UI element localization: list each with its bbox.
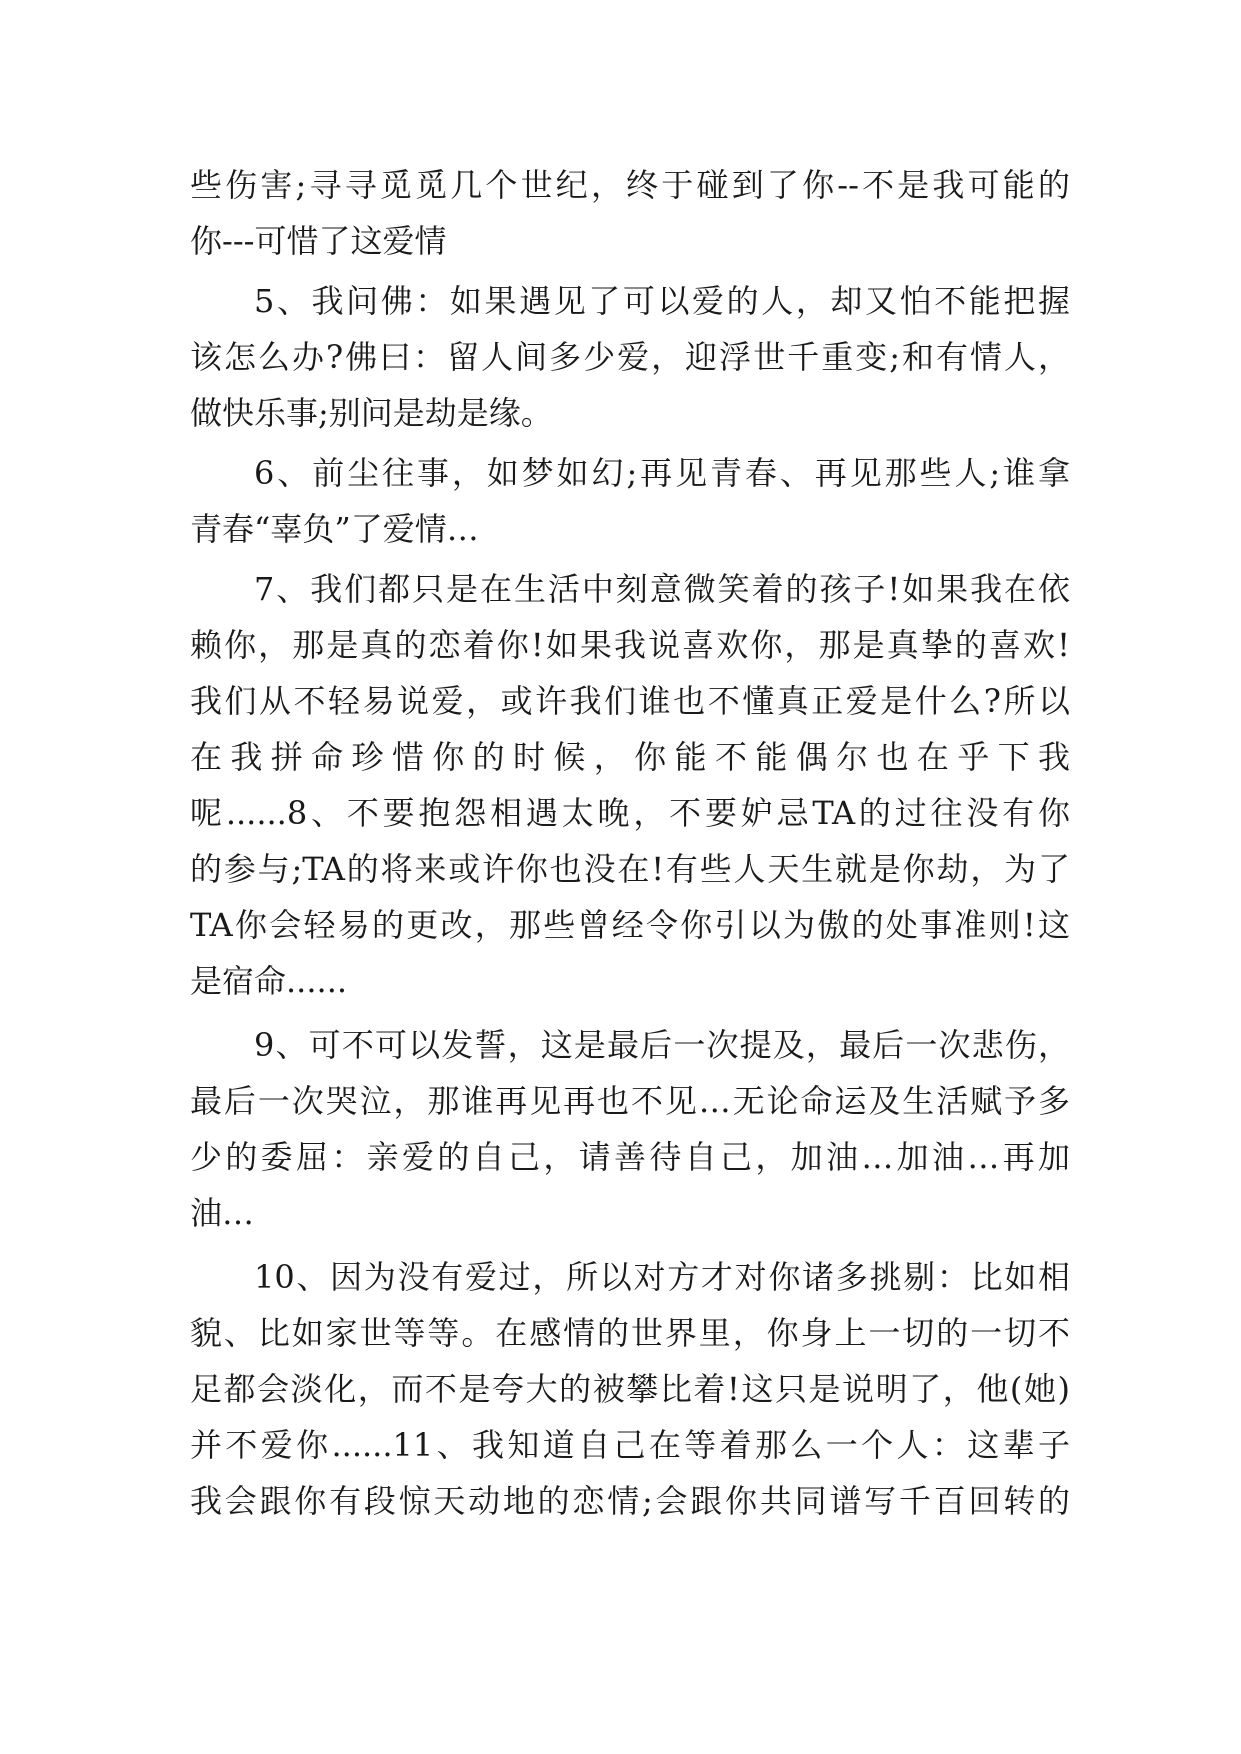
text-line: TA你会轻易的更改，那些曾经令你引以为傲的处事准则!这 (190, 906, 1070, 944)
text-line: 我们从不轻易说爱，或许我们谁也不懂真正爱是什么?所以 (190, 682, 1070, 720)
document-body (190, 157, 1070, 1529)
text-line: 我会跟你有段惊天动地的恋情;会跟你共同谱写千百回转的 (190, 1482, 1070, 1520)
text-line: 做快乐事;别问是劫是缘。 (190, 394, 553, 432)
text-line: 青春“辜负”了爱情… (190, 510, 479, 548)
text-line: 的参与;TA的将来或许你也没在!有些人天生就是你劫，为了 (190, 850, 1070, 888)
paragraph-item-5 (190, 273, 1070, 441)
text-line: 9、可不可以发誓，这是最后一次提及，最后一次悲伤， (254, 1026, 1070, 1064)
text-line: 油… (190, 1194, 255, 1232)
text-line: 你---可惜了这爱情 (190, 222, 447, 260)
text-line: 在我拼命珍惜你的时候，你能不能偶尔也在乎下我 (190, 738, 1070, 776)
text-line: 6、前尘往事，如梦如幻;再见青春、再见那些人;谁拿 (254, 454, 1070, 492)
text-line: 赖你，那是真的恋着你!如果我说喜欢你，那是真挚的喜欢! (190, 626, 1070, 664)
text-line: 少的委屈：亲爱的自己，请善待自己，加油…加油…再加 (190, 1138, 1070, 1176)
text-line: 10、因为没有爱过，所以对方才对你诸多挑剔：比如相 (254, 1258, 1070, 1296)
text-line: 是宿命...... (190, 962, 348, 1000)
text-line: 些伤害;寻寻觅觅几个世纪，终于碰到了你--不是我可能的 (190, 166, 1070, 204)
text-line: 7、我们都只是在生活中刻意微笑着的孩子!如果我在依 (254, 570, 1070, 608)
text-line: 貌、比如家世等等。在感情的世界里，你身上一切的一切不 (190, 1314, 1070, 1352)
text-line: 5、我问佛：如果遇见了可以爱的人，却又怕不能把握 (254, 282, 1070, 320)
text-line: 足都会淡化，而不是夸大的被攀比着!这只是说明了，他(她) (190, 1370, 1070, 1408)
paragraph-item-10-11 (190, 1249, 1070, 1529)
paragraph-item-9 (190, 1017, 1070, 1241)
text-line: 该怎么办?佛曰：留人间多少爱，迎浮世千重变;和有情人， (190, 338, 1070, 376)
text-line: 最后一次哭泣，那谁再见再也不见…无论命运及生活赋予多 (190, 1082, 1070, 1120)
text-line: 呢......8、不要抱怨相遇太晚，不要妒忌TA的过往没有你 (190, 794, 1070, 832)
paragraph-item-7-8 (190, 561, 1070, 1009)
paragraph-item-6 (190, 445, 1070, 557)
paragraph-continuation (190, 157, 1070, 269)
text-line: 并不爱你......11、我知道自己在等着那么一个人：这辈子 (190, 1426, 1070, 1464)
